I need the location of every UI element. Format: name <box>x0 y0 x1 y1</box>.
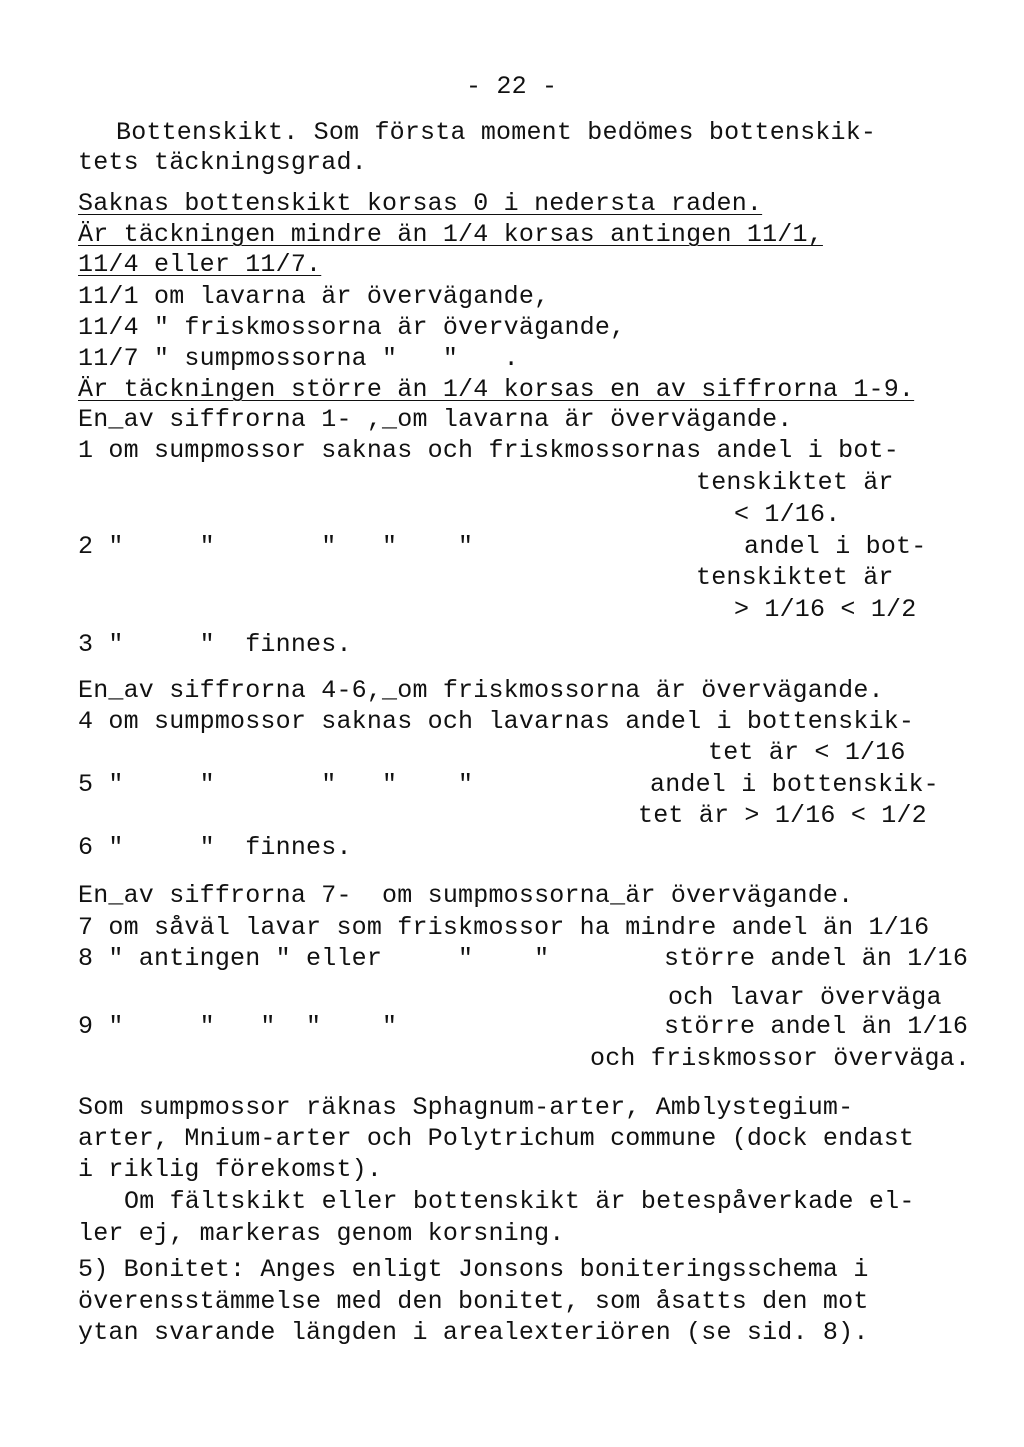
text-line: 5) Bonitet: Anges enligt Jonsons boniteringsschema i <box>78 1255 869 1284</box>
text-line: 11/4 " friskmossorna är övervägande, <box>78 313 626 342</box>
text-line: tet är > 1/16 < 1/2 <box>638 801 927 830</box>
text-line: och friskmossor överväga. <box>590 1044 971 1073</box>
text-line: Om fältskikt eller bottenskikt är betespåverkade el- <box>124 1187 915 1216</box>
text-line: 4 om sumpmossor saknas och lavarnas andel i bottenskik- <box>78 707 915 736</box>
text-line: större andel än 1/16 <box>664 944 969 973</box>
text-line: andel i bot- <box>744 532 927 561</box>
text-line: större andel än 1/16 <box>664 1012 969 1041</box>
text-line: ler ej, markeras genom korsning. <box>78 1219 565 1248</box>
text-line: och lavar överväga <box>668 983 942 1012</box>
text-line: tenskiktet är <box>696 563 894 592</box>
text-line: 11/7 " sumpmossorna " " . <box>78 344 519 373</box>
text-line: Är täckningen mindre än 1/4 korsas antingen 11/1, <box>78 220 823 249</box>
text-line: 11/1 om lavarna är övervägande, <box>78 282 550 311</box>
text-line: 9 " " " " " <box>78 1012 398 1041</box>
text-line: Är täckningen större än 1/4 korsas en av siffrorna 1-9. <box>78 375 915 404</box>
text-line: 5 " " " " " <box>78 770 474 799</box>
text-line: 6 " " finnes. <box>78 833 352 862</box>
text-line: En_av siffrorna 4-6,_om friskmossorna är övervägande. <box>78 676 884 705</box>
page-number: - 22 - <box>466 72 558 101</box>
text-line: Som sumpmossor räknas Sphagnum-arter, Amblystegium- <box>78 1093 854 1122</box>
text-line: tets täckningsgrad. <box>78 148 367 177</box>
text-line: ytan svarande längden i arealexteriören (se sid. 8). <box>78 1318 869 1347</box>
text-line: tet är < 1/16 <box>708 738 906 767</box>
text-line: < 1/16. <box>734 500 841 529</box>
text-line: överensstämmelse med den bonitet, som åsatts den mot <box>78 1287 869 1316</box>
text-line: Saknas bottenskikt korsas 0 i nedersta raden. <box>78 189 763 218</box>
text-line: andel i bottenskik- <box>650 770 939 799</box>
text-line: 8 " antingen " eller " " <box>78 944 550 973</box>
text-line: 1 om sumpmossor saknas och friskmossornas andel i bot- <box>78 436 899 465</box>
text-line: 3 " " finnes. <box>78 630 352 659</box>
text-line: > 1/16 < 1/2 <box>734 595 917 624</box>
text-line: Bottenskikt. Som första moment bedömes bottenskik- <box>116 118 877 147</box>
text-line: En_av siffrorna 7- om sumpmossorna_är övervägande. <box>78 881 854 910</box>
text-line: En_av siffrorna 1- ,_om lavarna är övervägande. <box>78 405 793 434</box>
text-line: 11/4 eller 11/7. <box>78 250 322 279</box>
text-line: tenskiktet är <box>696 468 894 497</box>
text-line: arter, Mnium-arter och Polytrichum commune (dock endast <box>78 1124 915 1153</box>
text-line: 2 " " " " " <box>78 532 474 561</box>
text-line: i riklig förekomst). <box>78 1155 383 1184</box>
text-line: 7 om såväl lavar som friskmossor ha mindre andel än 1/16 <box>78 913 930 942</box>
